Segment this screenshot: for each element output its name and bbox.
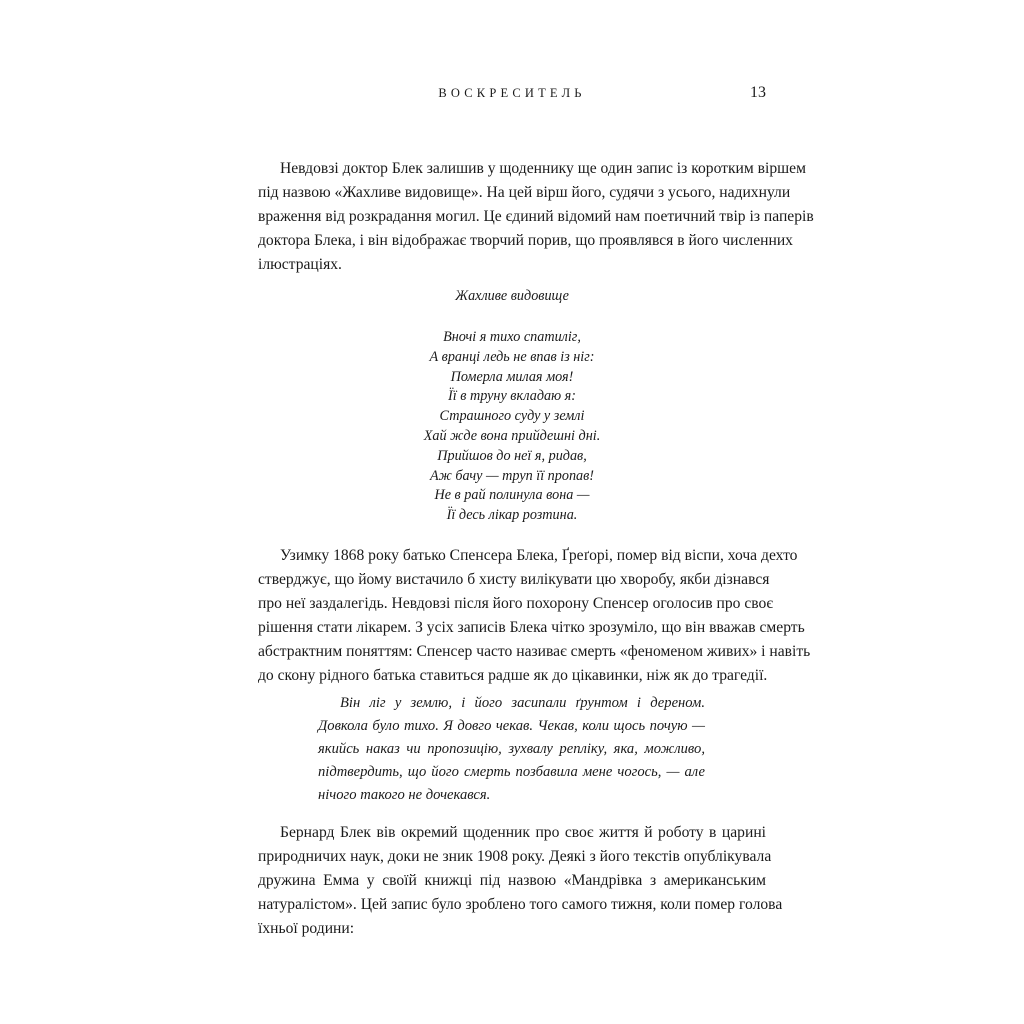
text-line: стверджує, що йому вистачило б хисту вилікувати цю хворобу, якби дізнався xyxy=(258,571,770,588)
poem-line: Страшного суду у землі xyxy=(439,408,585,425)
text-line: природничих наук, доки не зник 1908 року. Деякі з його текстів опублікувала xyxy=(258,848,772,865)
text-line: дружина Емма у своїй книжці під назвою «Мандрівка з американським xyxy=(258,872,766,889)
text-line: абстрактним поняттям: Спенсер часто називає смерть «феноменом живих» і навіть xyxy=(258,643,811,660)
poem-lines xyxy=(258,328,766,526)
text-line: нічого такого не дочекався. xyxy=(318,787,491,803)
text-line: натуралістом». Цей запис було зроблено того самого тижня, коли помер голова xyxy=(258,896,783,913)
text-line: підтвердить, що його смерть позбавила мене чогось, — але xyxy=(318,764,705,780)
block-quote xyxy=(318,692,705,807)
text-line: Узимку 1868 року батько Спенсера Блека, Ґреґорі, помер від віспи, хоча дехто xyxy=(280,547,798,564)
poem-line: Вночі я тихо спатиліг, xyxy=(443,329,581,345)
poem-title: Жахливе видовище xyxy=(455,288,569,304)
text-line: доктора Блека, і він відображає творчий порив, що проявлявся в його численних xyxy=(258,232,793,249)
text-line: ілюстраціях. xyxy=(258,256,342,273)
poem-line: Її десь лікар розтина. xyxy=(446,507,578,524)
running-head-title: ВОСКРЕСИТЕЛЬ xyxy=(438,86,586,100)
paragraph-3 xyxy=(258,821,783,941)
page-number: 13 xyxy=(750,84,766,101)
text-line: враження від розкрадання могил. Це єдиний відомий нам поетичний твір із паперів xyxy=(258,208,814,225)
text-line: якийсь наказ чи пропозицію, зухвалу репліку, яка, можливо, xyxy=(318,741,705,757)
poem-line: Померла милая моя! xyxy=(450,368,574,385)
text-line: рішення стати лікарем. З усіх записів Блека чітко зрозуміло, що він вважав смерть xyxy=(258,619,805,636)
paragraph-2 xyxy=(258,544,811,688)
text-line: до скону рідного батька ставиться радше як до цікавинки, ніж як до трагедії. xyxy=(258,667,768,684)
text-line: під назвою «Жахливе видовище». На цей вірш його, судячи з усього, надихнули xyxy=(258,184,791,201)
text-line: їхньої родини: xyxy=(258,920,355,937)
poem xyxy=(258,0,814,540)
text-line: Невдовзі доктор Блек залишив у щоденнику ще один запис із коротким віршем xyxy=(280,160,806,177)
poem-line: Її в труну вкладаю я: xyxy=(448,388,576,405)
poem-line: Аж бачу — труп її пропав! xyxy=(429,467,595,484)
text-line: Він ліг у землю, і його засипали ґрунтом і дереном. xyxy=(340,695,705,711)
text-line: Довкола було тихо. Я довго чекав. Чекав, коли щось почую — xyxy=(318,718,705,734)
poem-line: Хай жде вона прийдешні дні. xyxy=(423,427,601,444)
text-line: про неї заздалегідь. Невдовзі після його похорону Спенсер оголосив про своє xyxy=(258,595,774,612)
poem-line: А вранці ледь не впав із ніг: xyxy=(429,348,595,365)
poem-line: Прийшов до неї я, ридав, xyxy=(437,447,587,464)
text-line: Бернард Блек вів окремий щоденник про своє життя й роботу в царині xyxy=(280,824,766,841)
poem-line: Не в рай полинула вона — xyxy=(434,487,590,504)
